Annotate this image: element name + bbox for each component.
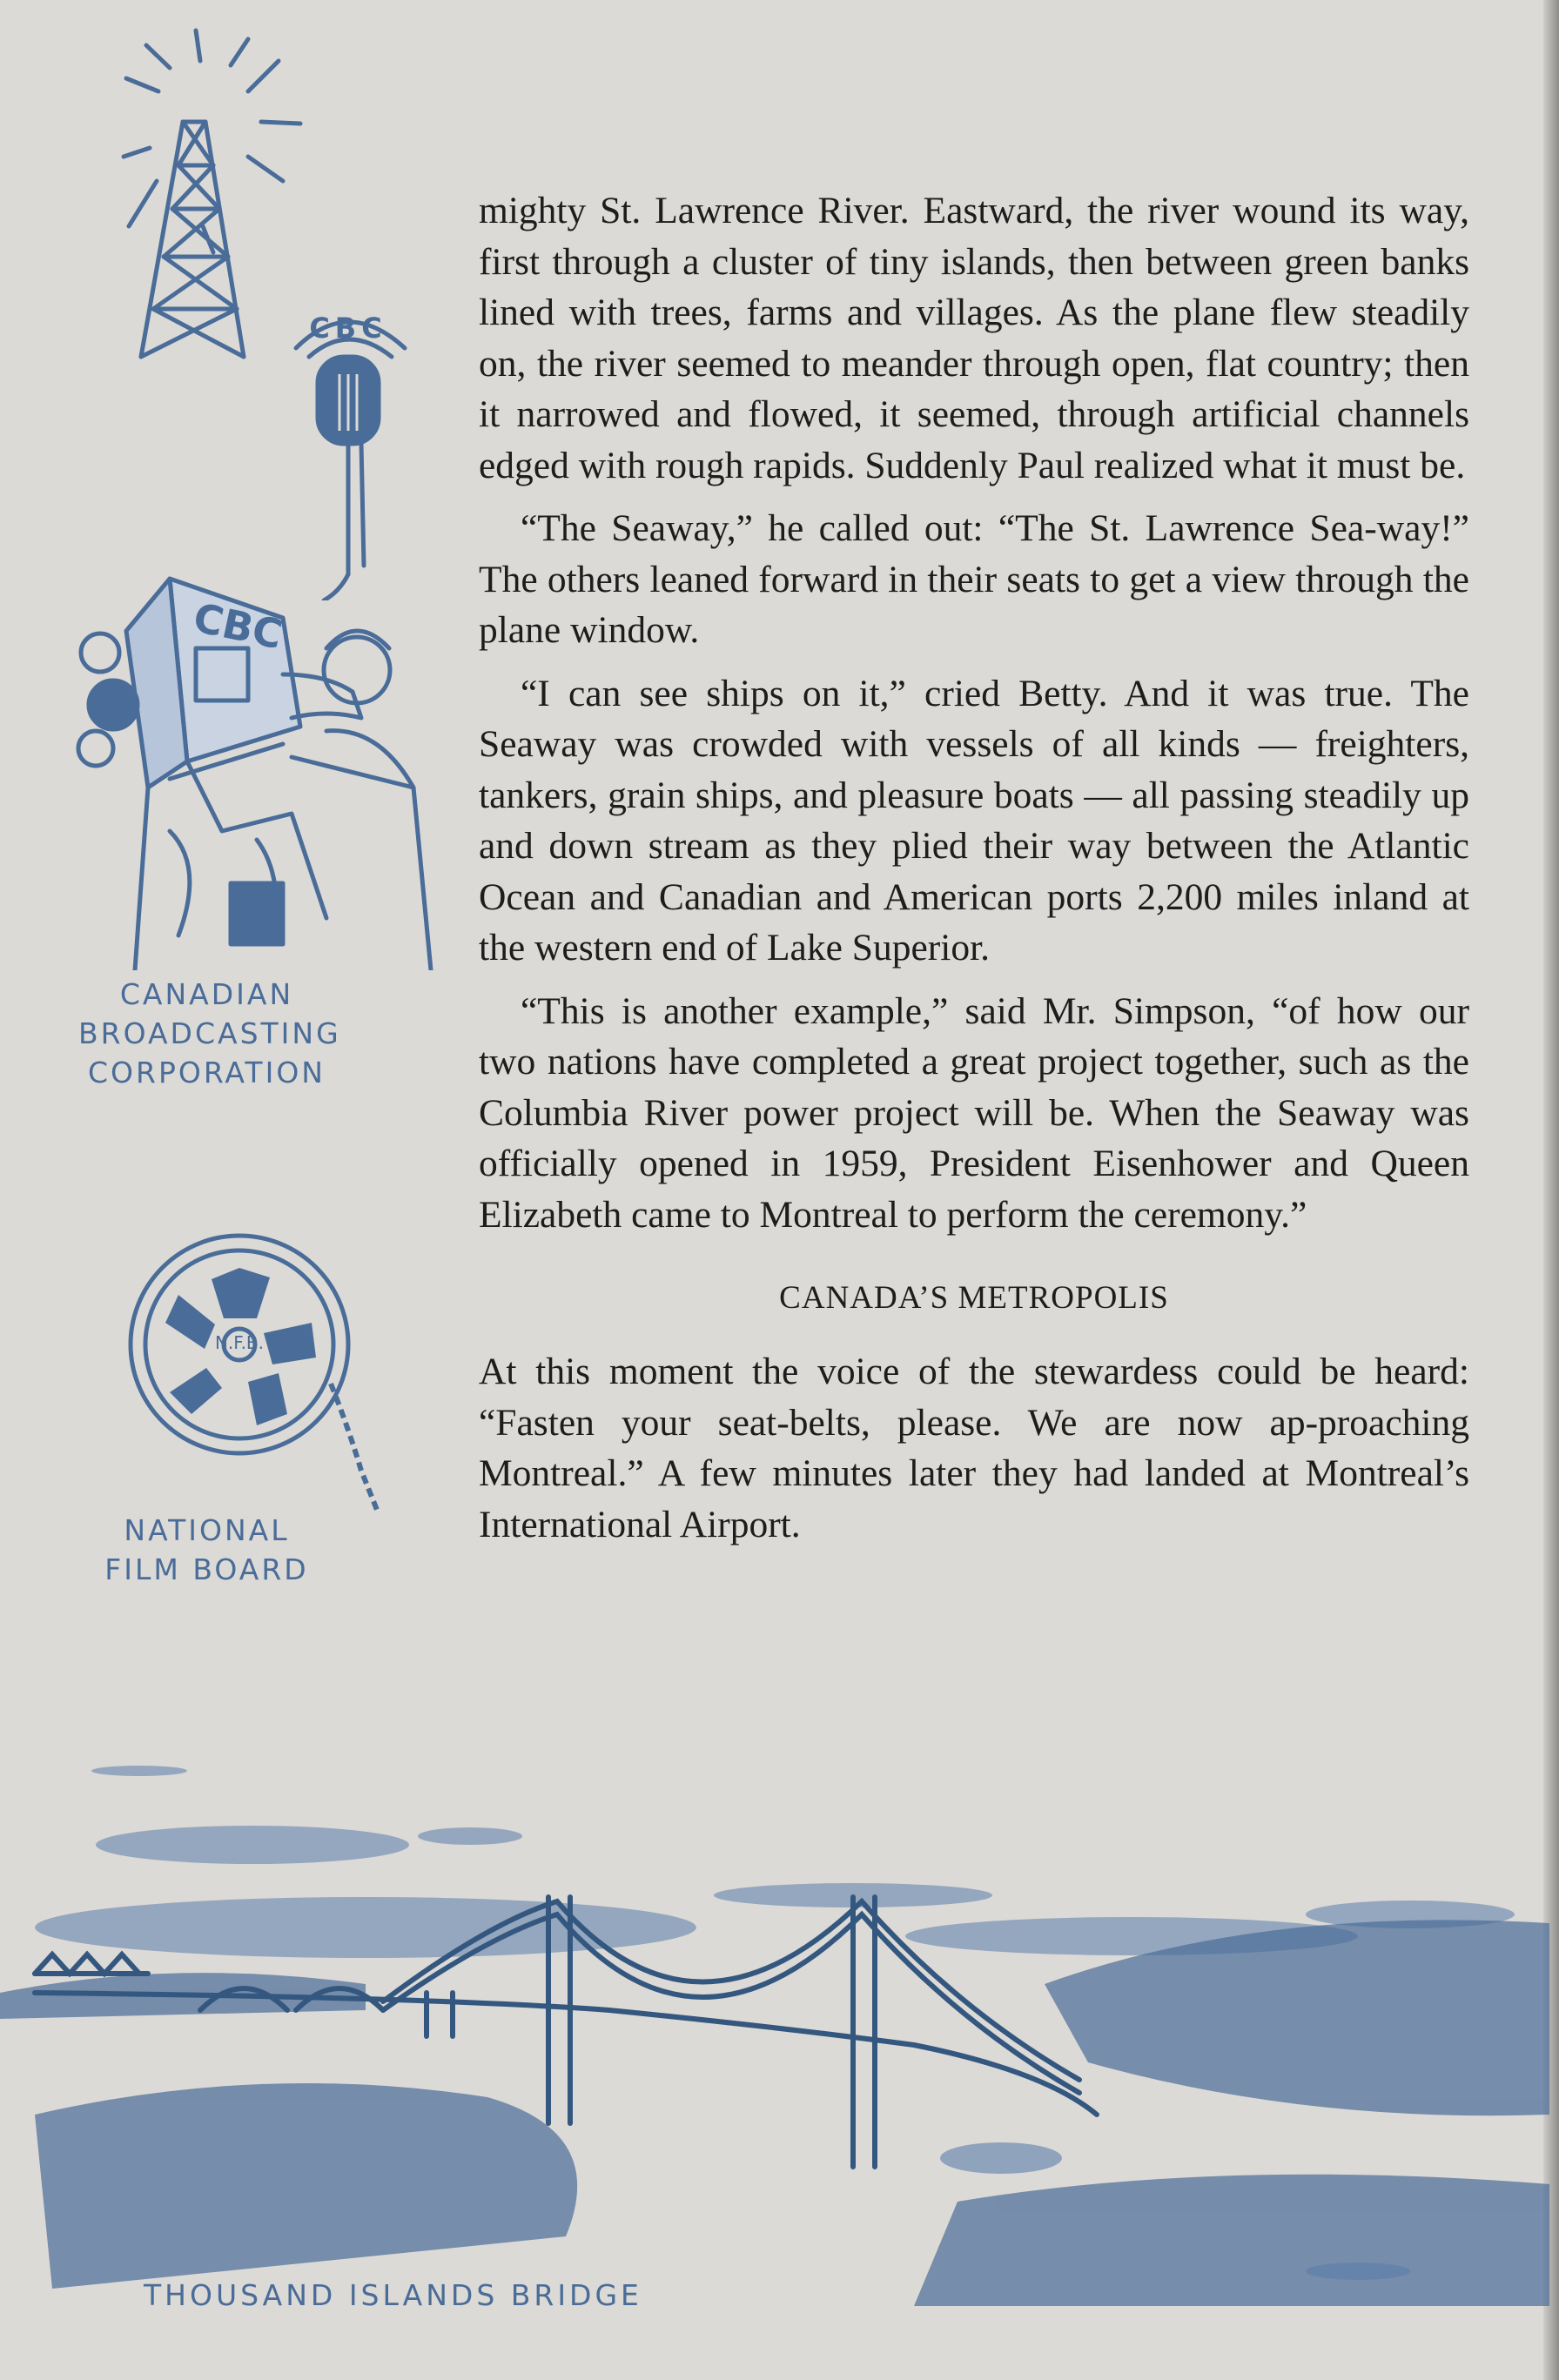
nfb-caption — [83, 1511, 331, 1589]
cbc-camera-logo-text: CBC — [189, 593, 287, 659]
paragraph-4: “This is another example,” said Mr. Simpson, “of how our two nations have completed a great project together, such as the Columbia River power project will be. When the Seaway was officially opened in 1959, President Eisenhower and Queen Elizabeth came to Montreal to perform the ceremony.” — [479, 989, 1469, 1236]
cbc-caption-line-3: CORPORATION — [88, 1056, 326, 1089]
nfb-caption-line-1: NATIONAL — [124, 1513, 290, 1547]
paragraph-3: “I can see ships on it,” cried Betty. And it was true. The Seaway was crowded with vessels of all kinds — freighters, tankers, grain ships, and pleasure boats — all passing steadily up and down stream as they plied their way between the Atlantic Ocean and Canadian and American ports 2,200 miles inland at the western end of Lake Superior. — [479, 672, 1469, 969]
section-paragraph: At this moment the voice of the stewardess could be heard: “Fasten your seat-belts, please. We are now ap-proaching Montreal.” A few minutes later they had landed at Montreal’s International Airport. — [479, 1351, 1469, 1545]
nfb-reel-logo-text: N.F.B. — [214, 1332, 265, 1353]
film-reel-icon — [118, 1227, 396, 1523]
nfb-caption-line-2: FILM BOARD — [104, 1552, 309, 1586]
cbc-caption — [78, 975, 341, 1092]
article-body — [479, 185, 1469, 1562]
cbc-caption-line-1: CANADIAN — [119, 977, 294, 1011]
cbc-microphone-illustration — [279, 287, 418, 600]
paragraph-2: “The Seaway,” he called out: “The St. Lawrence Sea-way!” The others leaned forward in their seats to get a view through the plane window. — [479, 507, 1469, 651]
bridge-caption: THOUSAND ISLANDS BRIDGE — [144, 2278, 642, 2312]
cbc-caption-line-2: BROADCASTING — [78, 1016, 341, 1050]
thousand-islands-bridge-illustration — [0, 1749, 1559, 2306]
cbc-camera-operator-illustration — [65, 570, 440, 970]
cbc-mic-logo-text: CBC — [309, 312, 387, 345]
paragraph-1: mighty St. Lawrence River. Eastward, the river wound its way, first through a cluster of tiny islands, then between green banks lined with trees, farms and villages. As the plane flew steadily on, the river seemed to meander through open, flat country; then it narrowed and flowed, it seemed, through artificial channels edged with rough rapids. Suddenly Paul realized what it must be. — [479, 190, 1469, 486]
section-heading: CANADA’S METROPOLIS — [779, 1280, 1169, 1316]
